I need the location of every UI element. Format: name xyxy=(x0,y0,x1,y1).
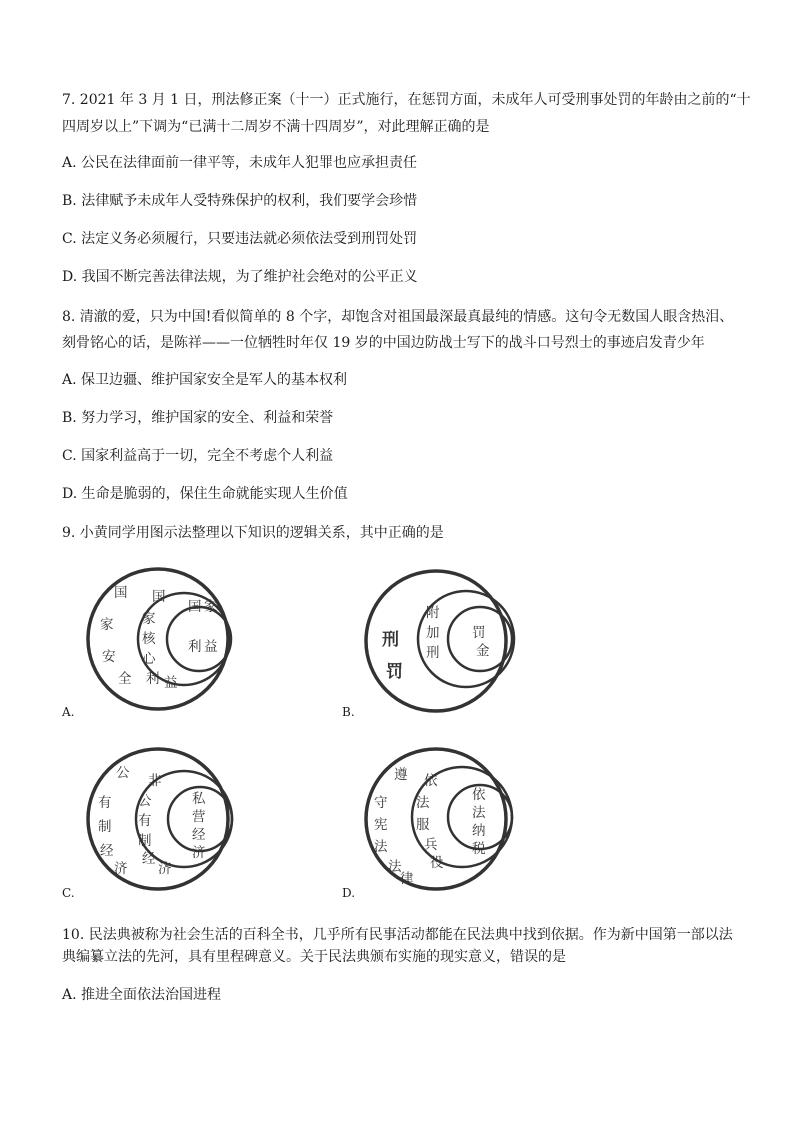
q10-stem-line1: 10. 民法典被称为社会生活的百科全书，几乎所有民事活动都能在民法典中找到依据。作为新中国第一部以法 xyxy=(62,927,733,943)
venn-diagram-d xyxy=(358,745,538,895)
diagram-d-label: D. xyxy=(342,886,356,900)
outer-char: 安 xyxy=(102,649,116,665)
middle-char: 公 xyxy=(138,793,152,809)
middle-char: 核 xyxy=(142,631,156,647)
middle-char: 役 xyxy=(430,855,444,871)
outer-char: 济 xyxy=(114,861,128,877)
middle-char: 附 xyxy=(426,605,440,621)
q7-option-a: A. 公民在法律面前一律平等，未成年人犯罪也应承担责任 xyxy=(62,155,418,171)
q7-option-c: C. 法定义务必须履行，只要违法就必须依法受到刑罚处罚 xyxy=(62,231,418,247)
outer-char: 律 xyxy=(400,871,414,887)
outer-char: 国 xyxy=(114,585,128,601)
inner-char: 私 xyxy=(192,791,206,807)
middle-char: 心 xyxy=(142,651,156,667)
outer-char: 制 xyxy=(98,819,112,835)
outer-char: 罚 xyxy=(386,662,403,682)
q10-stem-line2: 典编纂立法的先河，具有里程碑意义。关于民法典颁布实施的现实意义，错误的是 xyxy=(62,949,566,965)
q8-stem-line1: 8. 清澈的爱，只为中国!看似简单的 8 个字，却饱含对祖国最深最真最纯的情感。这句令无数国人眼含热泪、 xyxy=(62,309,734,325)
middle-char: 刑 xyxy=(426,645,440,661)
outer-char: 全 xyxy=(118,671,132,687)
inner-char: 家 xyxy=(204,599,218,615)
middle-char: 利 xyxy=(146,671,160,687)
outer-char: 公 xyxy=(116,765,130,781)
middle-char: 有 xyxy=(138,813,152,829)
outer-char: 刑 xyxy=(382,630,399,650)
outer-char: 家 xyxy=(100,617,114,633)
outer-char: 法 xyxy=(388,859,402,875)
outer-char: 法 xyxy=(374,839,388,855)
inner-char: 罚 xyxy=(472,625,486,641)
q8-option-d: D. 生命是脆弱的，保住生命就能实现人生价值 xyxy=(62,486,348,502)
inner-char: 经 xyxy=(192,827,206,843)
middle-char: 家 xyxy=(142,611,156,627)
q7-stem-line2: 四周岁以上”下调为“已满十二周岁不满十四周岁”，对此理解正确的是 xyxy=(62,119,490,135)
inner-char: 税 xyxy=(472,841,486,857)
venn-diagram-a xyxy=(80,565,260,715)
outer-char: 有 xyxy=(98,795,112,811)
middle-char: 依 xyxy=(424,773,438,789)
q7-option-d: D. 我国不断完善法律法规，为了维护社会绝对的公平正义 xyxy=(62,269,418,285)
venn-diagram-b xyxy=(360,565,540,715)
middle-char: 加 xyxy=(426,625,440,641)
outer-char: 经 xyxy=(100,843,114,859)
middle-char: 益 xyxy=(164,675,178,691)
q10-option-a: A. 推进全面依法治国进程 xyxy=(62,987,222,1003)
middle-char: 经 xyxy=(142,851,156,867)
diagram-c-label: C. xyxy=(62,886,75,900)
inner-char: 益 xyxy=(204,639,218,655)
venn-diagram-c xyxy=(80,745,260,895)
outer-char: 遵 xyxy=(394,767,408,783)
middle-char: 国 xyxy=(152,589,166,605)
middle-char: 非 xyxy=(148,773,162,789)
inner-char: 营 xyxy=(192,809,206,825)
q8-option-c: C. 国家利益高于一切，完全不考虑个人利益 xyxy=(62,448,334,464)
middle-char: 法 xyxy=(416,795,430,811)
middle-char: 服 xyxy=(416,817,430,833)
outer-char: 宪 xyxy=(374,817,388,833)
inner-char: 济 xyxy=(192,845,206,861)
outer-char: 守 xyxy=(374,795,388,811)
q8-option-a: A. 保卫边疆、维护国家安全是军人的基本权利 xyxy=(62,372,348,388)
middle-char: 济 xyxy=(158,861,172,877)
q7-option-b: B. 法律赋予未成年人受特殊保护的权利，我们要学会珍惜 xyxy=(62,193,418,209)
middle-char: 制 xyxy=(138,833,152,849)
q8-stem-line2: 刻骨铭心的话，是陈祥——一位牺牲时年仅 19 岁的中国边防战士写下的战斗口号烈士的事迹启发青少年 xyxy=(62,335,705,351)
diagram-b-label: B. xyxy=(342,705,355,719)
q9-stem: 9. 小黄同学用图示法整理以下知识的逻辑关系，其中正确的是 xyxy=(62,525,444,541)
q8-option-b: B. 努力学习，维护国家的安全、利益和荣誉 xyxy=(62,410,334,426)
diagram-a-label: A. xyxy=(62,705,75,719)
inner-char: 国 xyxy=(188,599,202,615)
inner-char: 法 xyxy=(472,805,486,821)
inner-char: 利 xyxy=(188,639,202,655)
inner-char: 金 xyxy=(476,643,490,659)
inner-char: 纳 xyxy=(472,823,486,839)
q7-stem-line1: 7. 2021 年 3 月 1 日，刑法修正案（十一）正式施行，在惩罚方面，未成年人可受刑事处罚的年龄由之前的“十 xyxy=(62,92,751,108)
middle-char: 兵 xyxy=(424,837,438,853)
inner-char: 依 xyxy=(472,787,486,803)
